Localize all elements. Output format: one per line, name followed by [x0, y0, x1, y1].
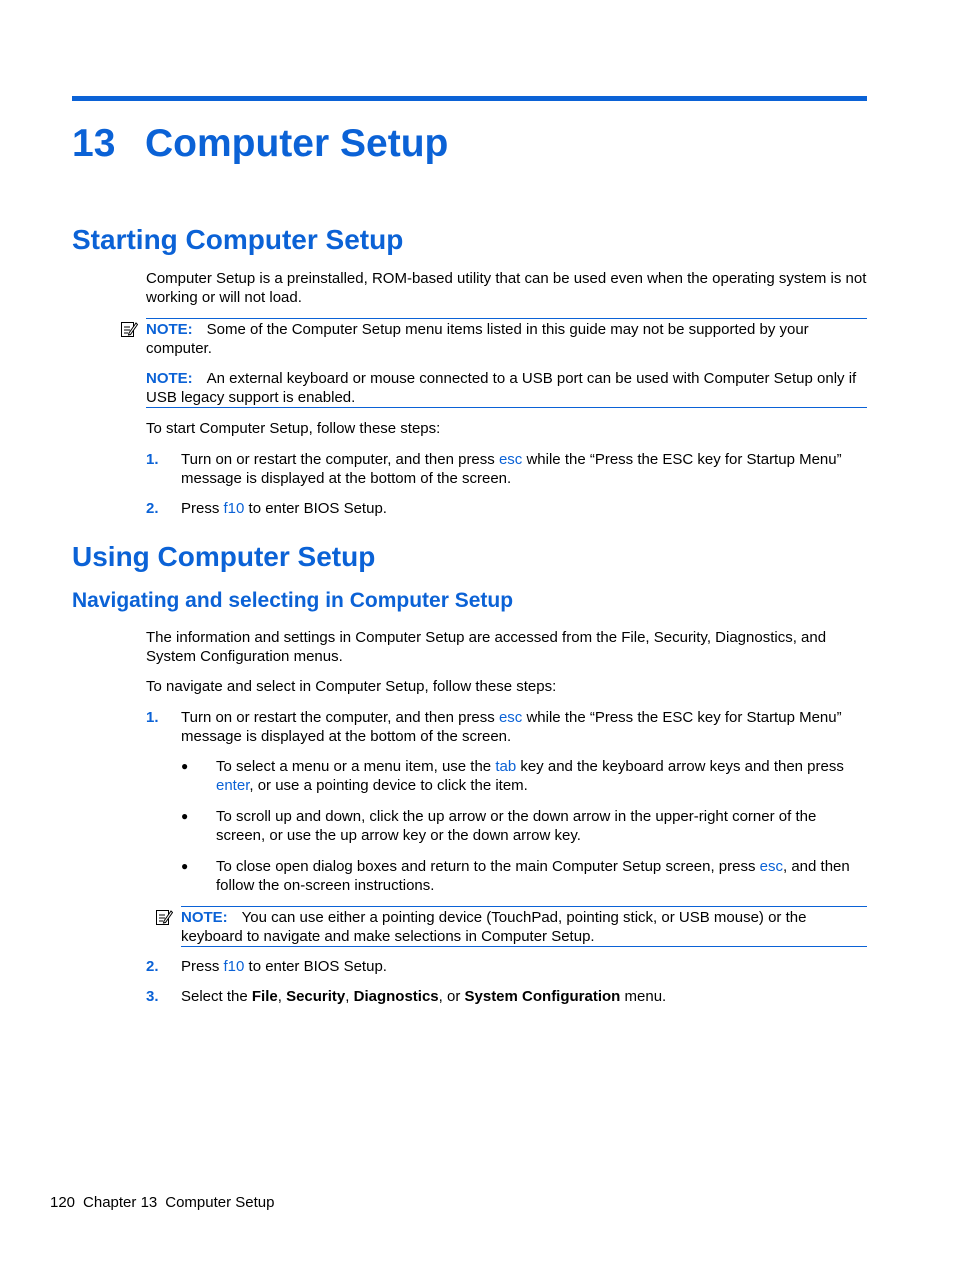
note-label: NOTE: — [146, 370, 193, 387]
using-intro: The information and settings in Computer Setup are accessed from the File, Security, Diagnostics, and System Configuration menus. — [146, 629, 827, 665]
subsection-heading-navigating: Navigating and selecting in Computer Setup — [72, 589, 514, 612]
note-1-text: Some of the Computer Setup menu items listed in this guide may not be supported by your computer. — [146, 321, 809, 357]
note-icon — [120, 320, 138, 338]
step-text: Press f10 to enter BIOS Setup. — [181, 500, 387, 517]
note-icon — [155, 908, 173, 926]
starting-steps-intro: To start Computer Setup, follow these steps: — [146, 420, 441, 437]
footer-title: Computer Setup — [165, 1194, 275, 1211]
bullet-2 — [181, 807, 867, 845]
key-tab: tab — [495, 758, 517, 775]
using-step-2 — [146, 957, 867, 976]
step-number: 1. — [146, 709, 159, 726]
note-2 — [146, 369, 867, 408]
step-number: 3. — [146, 988, 159, 1005]
menu-diagnostics: Diagnostics — [353, 988, 439, 1005]
step-text: Select the File, Security, Diagnostics, or System Configuration menu. — [181, 988, 667, 1005]
step-number: 2. — [146, 500, 159, 517]
using-step-1 — [146, 708, 867, 746]
note-2-text: An external keyboard or mouse connected to a USB port can be used with Computer Setup only if USB legacy support is enabled. — [146, 370, 857, 406]
chapter-number: 13 — [72, 122, 116, 165]
bullet-3 — [181, 857, 867, 895]
page-footer — [50, 1193, 282, 1212]
starting-intro: Computer Setup is a preinstalled, ROM-based utility that can be used even when the operating system is not working or will not load. — [146, 270, 867, 306]
note-box-using — [181, 906, 867, 947]
note-label: NOTE: — [181, 909, 228, 926]
chapter-title-text: Computer Setup — [145, 122, 449, 165]
bullet-text: To scroll up and down, click the up arrow or the down arrow in the upper-right corner of the screen, or use the up arrow key or the down arrow key. — [216, 808, 817, 844]
note-box-starting — [146, 318, 867, 408]
menu-system-configuration: System Configuration — [464, 988, 621, 1005]
bullet-1 — [181, 757, 867, 795]
footer-chapter: Chapter 13 — [83, 1194, 158, 1211]
bullet-dot: ● — [181, 809, 189, 823]
key-enter: enter — [216, 777, 250, 794]
key-f10: f10 — [223, 958, 245, 975]
starting-step-1 — [146, 450, 867, 488]
step-text: Press f10 to enter BIOS Setup. — [181, 958, 387, 975]
key-esc: esc — [498, 709, 523, 726]
bullet-text: To select a menu or a menu item, use the tab key and the keyboard arrow keys and then press enter, or use a pointing device to click the item. — [216, 758, 844, 794]
step-number: 1. — [146, 451, 159, 468]
key-f10: f10 — [223, 500, 245, 517]
bullet-text: To close open dialog boxes and return to the main Computer Setup screen, press esc, and then follow the on-screen instructions. — [216, 858, 850, 894]
note-label: NOTE: — [146, 321, 193, 338]
page-number: 120 — [50, 1194, 76, 1211]
starting-step-2 — [146, 499, 867, 518]
menu-security: Security — [286, 988, 346, 1005]
chapter-title — [72, 118, 448, 170]
key-esc: esc — [759, 858, 783, 875]
bullet-dot: ● — [181, 759, 189, 773]
step-number: 2. — [146, 958, 159, 975]
bullet-dot: ● — [181, 859, 189, 873]
section-heading-using: Using Computer Setup — [72, 541, 376, 572]
section-heading-starting: Starting Computer Setup — [72, 224, 404, 255]
note-3-text: You can use either a pointing device (TouchPad, pointing stick, or USB mouse) or the keyboard to navigate and make selections in Computer Setup. — [181, 909, 807, 945]
using-steps-intro: To navigate and select in Computer Setup, follow these steps: — [146, 678, 557, 695]
menu-file: File — [251, 988, 278, 1005]
step-text: Turn on or restart the computer, and then press esc while the “Press the ESC key for Startup Menu” message is displayed at the bottom of the screen. — [181, 709, 842, 745]
note-3 — [181, 907, 867, 946]
step-text: Turn on or restart the computer, and then press esc while the “Press the ESC key for Startup Menu” message is displayed at the bottom of the screen. — [181, 451, 842, 487]
key-esc: esc — [498, 451, 523, 468]
using-step-3 — [146, 987, 867, 1006]
chapter-rule — [72, 96, 867, 101]
note-1 — [146, 319, 867, 358]
